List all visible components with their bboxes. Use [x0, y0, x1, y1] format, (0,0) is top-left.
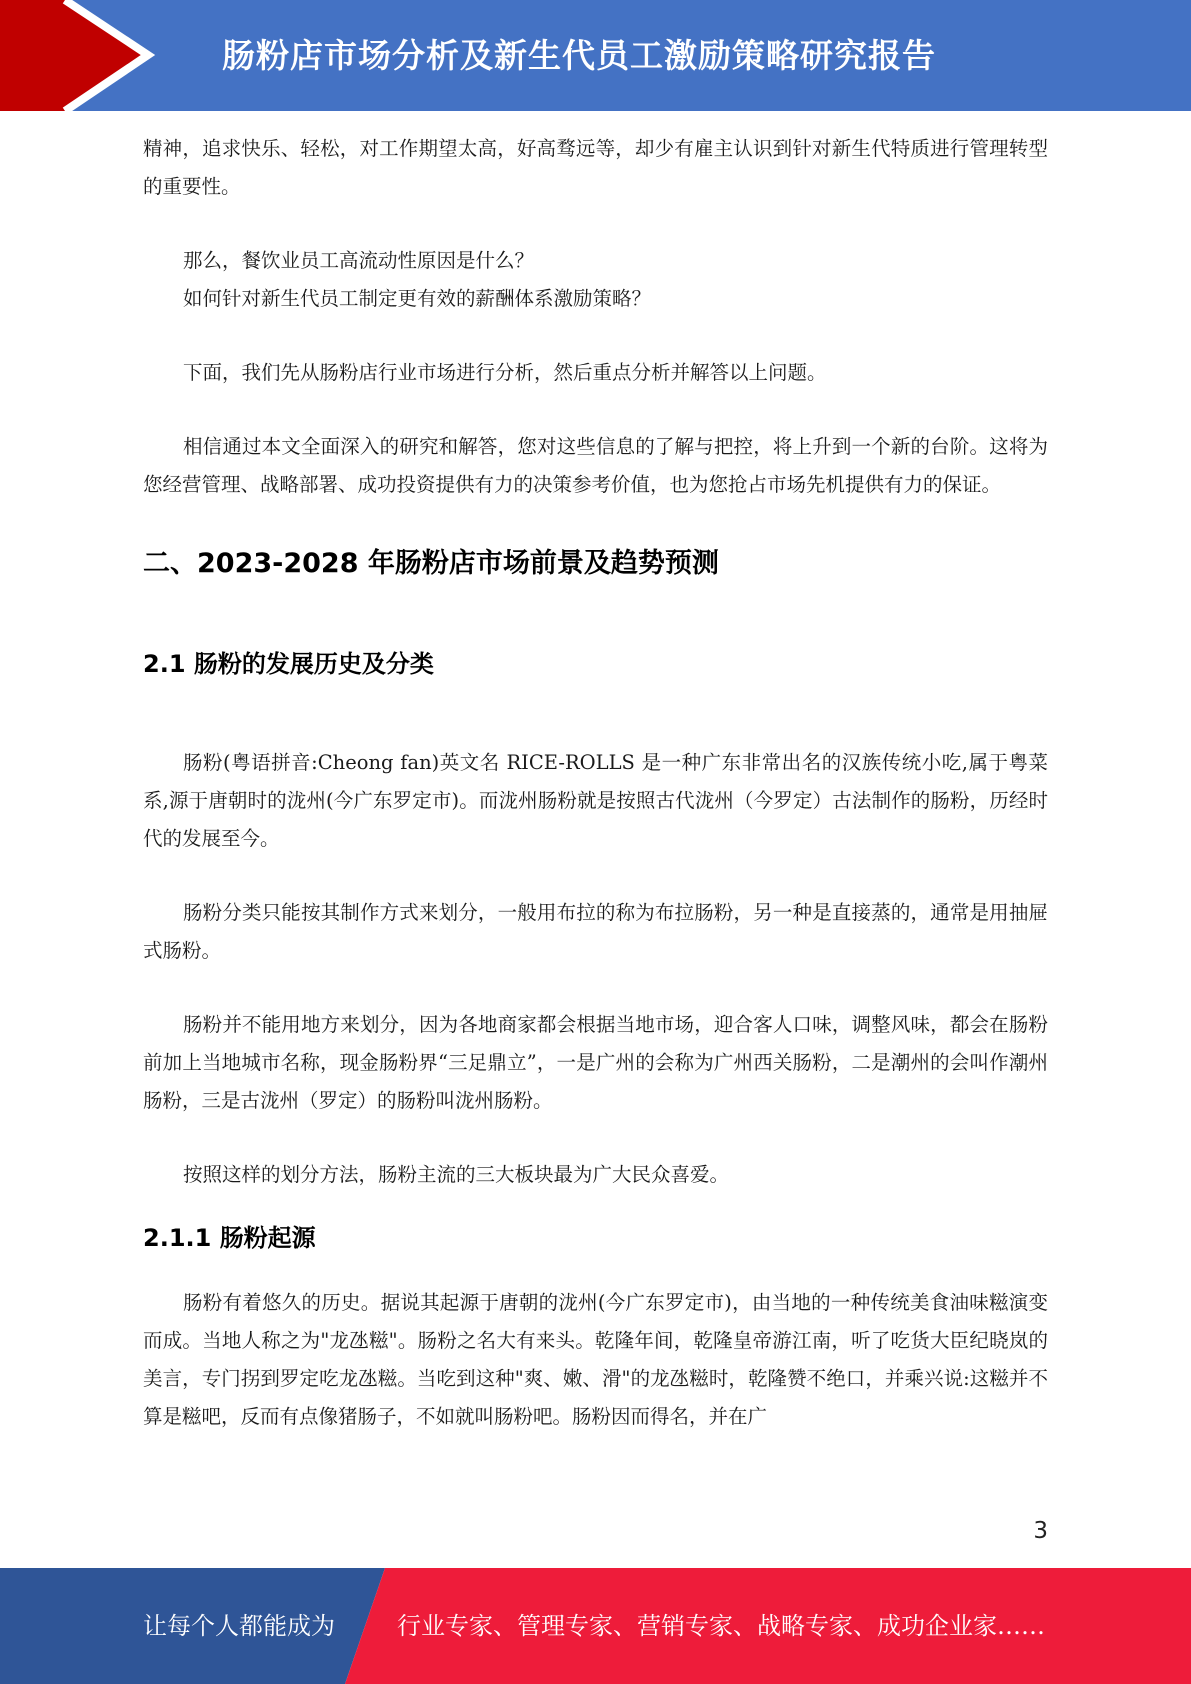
subsection-heading: 2.1 肠粉的发展历史及分类 — [143, 650, 434, 678]
question-line: 如何针对新生代员工制定更有效的薪酬体系激励策略？ — [183, 287, 652, 310]
subsubsection-heading: 2.1.1 肠粉起源 — [143, 1224, 316, 1252]
page-header — [0, 0, 1191, 111]
section-heading: 二、2023-2028 年肠粉店市场前景及趋势预测 — [143, 548, 719, 579]
paragraph: 相信通过本文全面深入的研究和解答，您对这些信息的了解与把控，将上升到一个新的台阶。这将为您经营管理、战略部署、成功投资提供有力的决策参考价值，也为您抢占市场先机提供有力的保证。 — [143, 435, 1048, 496]
page-footer — [0, 1568, 1191, 1684]
page-number: 3 — [1033, 1518, 1048, 1544]
paragraph: 按照这样的划分方法，肠粉主流的三大板块最为广大民众喜爱。 — [183, 1163, 730, 1186]
footer-slogan-left: 让每个人都能成为 — [143, 1612, 335, 1640]
footer-slogan-right: 行业专家、管理专家、营销专家、战略专家、成功企业家…… — [397, 1612, 1045, 1640]
paragraph: 肠粉分类只能按其制作方式来划分，一般用布拉的称为布拉肠粉，另一种是直接蒸的，通常是用抽屉式肠粉。 — [143, 901, 1048, 962]
paragraph: 肠粉并不能用地方来划分，因为各地商家都会根据当地市场，迎合客人口味，调整风味，都会在肠粉前加上当地城市名称，现金肠粉界“三足鼎立”，一是广州的会称为广州西关肠粉，二是潮州的会叫作潮州肠粉，三是古泷州（罗定）的肠粉叫泷州肠粉。 — [143, 1013, 1048, 1112]
header-title: 肠粉店市场分析及新生代员工激励策略研究报告 — [222, 36, 936, 75]
paragraph: 肠粉有着悠久的历史。据说其起源于唐朝的泷州(今广东罗定市)，由当地的一种传统美食油味糍演变而成。当地人称之为"龙氹糍"。肠粉之名大有来头。乾隆年间，乾隆皇帝游江南，听了吃货大臣纪晓岚的美言，专门拐到罗定吃龙氹糍。当吃到这种"爽、嫩、滑"的龙氹糍时，乾隆赞不绝口，并乘兴说:这糍并不算是糍吧，反而有点像猪肠子，不如就叫肠粉吧。肠粉因而得名，并在广 — [143, 1291, 1048, 1428]
paragraph: 精神，追求快乐、轻松，对工作期望太高，好高骛远等，却少有雇主认识到针对新生代特质进行管理转型的重要性。 — [143, 137, 1048, 198]
question-line: 那么，餐饮业员工高流动性原因是什么？ — [183, 249, 535, 272]
paragraph: 肠粉(粤语拼音:Cheong fan)英文名 RICE-ROLLS 是一种广东非常出名的汉族传统小吃,属于粤菜系,源于唐朝时的泷州(今广东罗定市)。而泷州肠粉就是按照古代泷州（今罗定）古法制作的肠粉，历经时代的发展至今。 — [143, 751, 1048, 850]
document-body — [143, 130, 1048, 1436]
paragraph: 下面，我们先从肠粉店行业市场进行分析，然后重点分析并解答以上问题。 — [183, 361, 827, 384]
